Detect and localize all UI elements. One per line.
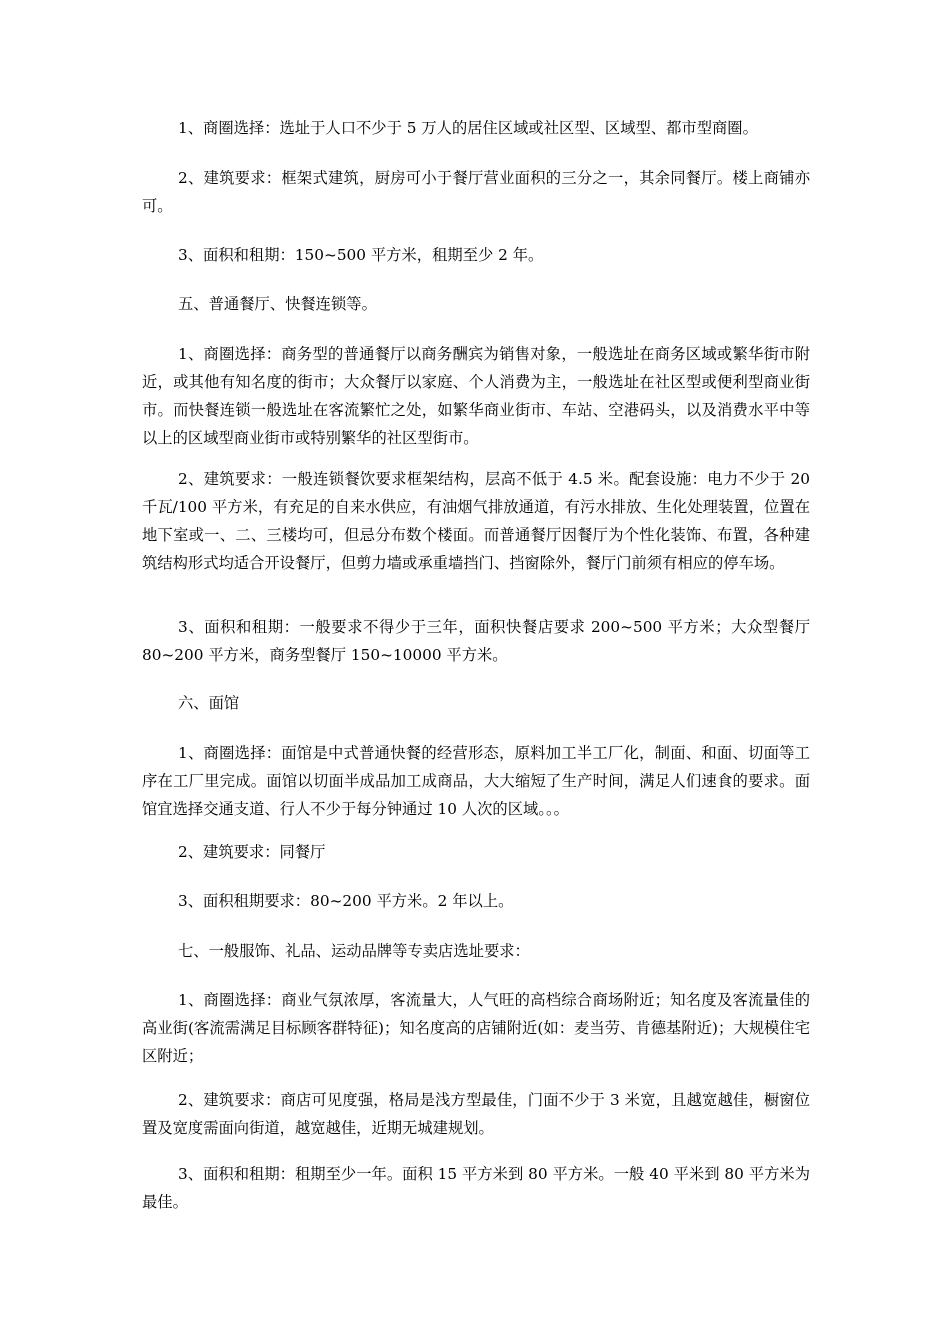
paragraph: 2、建筑要求：商店可见度强，格局是浅方型最佳，门面不少于 3 米宽，且越宽越佳，橱窗位置及宽度需面向街道，越宽越佳，近期无城建规划。 [142, 1091, 810, 1137]
paragraph: 3、面积和租期：租期至少一年。面积 15 平方米到 80 平方米。一般 40 平米到 80 平方米为最佳。 [142, 1165, 810, 1211]
paragraph: 3、面积和租期：150~500 平方米，租期至少 2 年。 [178, 246, 544, 264]
paragraph: 1、商圈选择：选址于人口不少于 5 万人的居住区域或社区型、区域型、都市型商圈。 [178, 119, 758, 137]
section-heading: 六、面馆 [178, 694, 240, 712]
paragraph: 2、建筑要求：同餐厅 [178, 843, 326, 861]
paragraph: 2、建筑要求：一般连锁餐饮要求框架结构，层高不低于 4.5 米。配套设施：电力不少于 20 千瓦/100 平方米，有充足的自来水供应，有油烟气排放通道，有污水排放、生化处理装置，位置在地下室或一、二、三楼均可，但忌分布数个楼面。而普通餐厅因餐厅为个性化装饰、布置，各种建筑结构形式均适合开设餐厅，但剪力墙或承重墙挡门、挡窗除外，餐厅门前须有相应的停车场。 [142, 470, 810, 572]
paragraph: 2、建筑要求：框架式建筑，厨房可小于餐厅营业面积的三分之一，其余同餐厅。楼上商铺亦可。 [142, 169, 810, 215]
paragraph: 1、商圈选择：面馆是中式普通快餐的经营形态，原料加工半工厂化，制面、和面、切面等工序在工厂里完成。面馆以切面半成品加工成商品，大大缩短了生产时间，满足人们速食的要求。面馆宜选择交通支道、行人不少于每分钟通过 10 人次的区域。。。 [142, 744, 810, 818]
paragraph: 3、面积租期要求：80~200 平方米。2 年以上。 [178, 892, 514, 910]
section-heading: 七、一般服饰、礼品、运动品牌等专卖店选址要求： [178, 942, 530, 960]
paragraph: 3、面积和租期：一般要求不得少于三年，面积快餐店要求 200~500 平方米；大众型餐厅 80~200 平方米，商务型餐厅 150~10000 平方米。 [142, 618, 810, 664]
paragraph: 1、商圈选择：商务型的普通餐厅以商务酬宾为销售对象，一般选址在商务区域或繁华街市附近，或其他有知名度的街市；大众餐厅以家庭、个人消费为主，一般选址在社区型或便利型商业街市。而快餐连锁一般选址在客流繁忙之处，如繁华商业街市、车站、空港码头，以及消费水平中等以上的区域型商业街市或特别繁华的社区型街市。 [142, 345, 810, 447]
section-heading: 五、普通餐厅、快餐连锁等。 [178, 295, 377, 313]
paragraph: 1、商圈选择：商业气氛浓厚，客流量大，人气旺的高档综合商场附近；知名度及客流量佳的高业街(客流需满足目标顾客群特征)；知名度高的店铺附近(如：麦当劳、肯德基附近)；大规模住宅区附近； [142, 991, 810, 1065]
